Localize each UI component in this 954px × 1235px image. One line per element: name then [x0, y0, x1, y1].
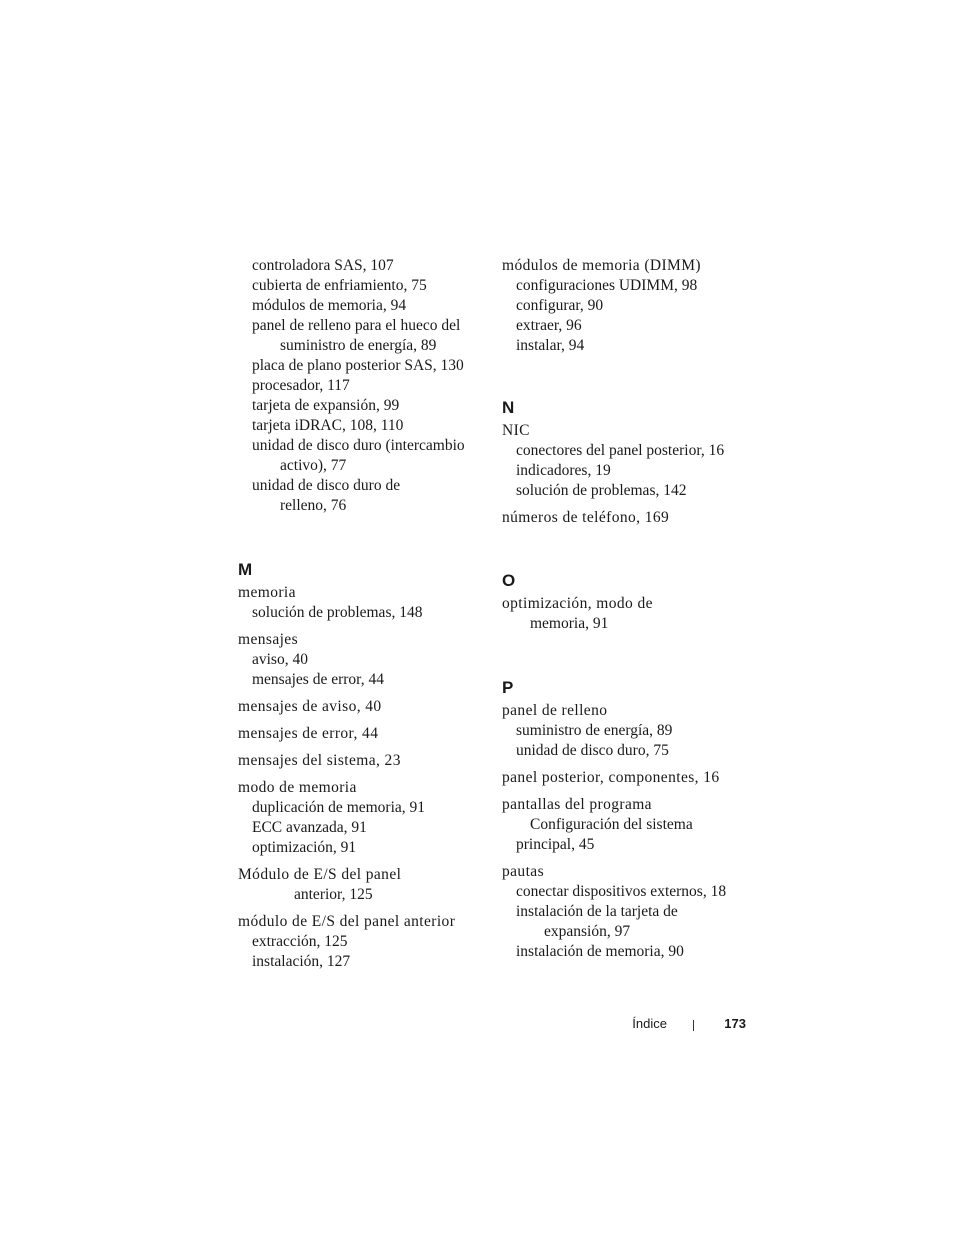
index-entry: mensajes del sistema, 23	[238, 752, 401, 769]
page-footer	[560, 1014, 746, 1034]
index-subentry: controladora SAS, 107	[252, 257, 394, 274]
index-entry: mensajes de error, 44	[238, 725, 379, 742]
index-entry: pantallas del programa	[502, 796, 652, 813]
index-subentry: configurar, 90	[516, 297, 604, 314]
index-continuation: suministro de energía, 89	[280, 337, 437, 354]
index-subentry: tarjeta de expansión, 99	[252, 397, 400, 414]
index-subentry: instalación, 127	[252, 953, 351, 970]
index-subentry: optimización, 91	[252, 839, 357, 856]
index-column-left	[238, 256, 488, 972]
index-subentry: instalar, 94	[516, 337, 585, 354]
index-subentry: instalación de memoria, 90	[516, 943, 684, 960]
index-entry: panel posterior, componentes, 16	[502, 769, 720, 786]
index-subentry: extracción, 125	[252, 933, 348, 950]
index-subentry: módulos de memoria, 94	[252, 297, 407, 314]
index-entry: Módulo de E/S del panel	[238, 866, 402, 883]
index-continuation: Configuración del sistema	[530, 816, 693, 833]
index-subentry: procesador, 117	[252, 377, 350, 394]
index-subentry: placa de plano posterior SAS, 130	[252, 357, 464, 374]
page-number: 173	[724, 1016, 746, 1031]
footer-section-label: Índice	[632, 1016, 667, 1031]
index-entry: pautas	[502, 863, 544, 880]
index-entry: módulo de E/S del panel anterior	[238, 913, 456, 930]
index-subentry: tarjeta iDRAC, 108, 110	[252, 417, 404, 434]
index-continuation: anterior, 125	[294, 886, 373, 903]
index-entry: optimización, modo de	[502, 595, 653, 612]
index-subentry: conectores del panel posterior, 16	[516, 442, 725, 459]
index-entry: números de teléfono, 169	[502, 509, 670, 526]
section-letter-n: N	[502, 398, 515, 417]
index-subentry: extraer, 96	[516, 317, 582, 334]
index-subentry: unidad de disco duro (intercambio	[252, 437, 465, 454]
index-subentry: unidad de disco duro, 75	[516, 742, 669, 759]
index-entry: panel de relleno	[502, 702, 608, 719]
index-subentry: solución de problemas, 148	[252, 604, 423, 621]
footer-divider	[693, 1020, 694, 1031]
section-letter-p: P	[502, 678, 514, 697]
index-subentry: duplicación de memoria, 91	[252, 799, 426, 816]
index-subentry: ECC avanzada, 91	[252, 819, 367, 836]
index-subentry: unidad de disco duro de	[252, 477, 401, 494]
index-subentry: cubierta de enfriamiento, 75	[252, 277, 427, 294]
index-continuation: relleno, 76	[280, 497, 347, 514]
index-subentry: principal, 45	[516, 836, 595, 853]
index-subentry: mensajes de error, 44	[252, 671, 384, 688]
section-letter-m: M	[238, 560, 253, 579]
index-subentry: aviso, 40	[252, 651, 308, 668]
index-subentry: configuraciones UDIMM, 98	[516, 277, 698, 294]
index-entry: NIC	[502, 422, 530, 439]
index-subentry: instalación de la tarjeta de	[516, 903, 678, 920]
index-entry: modo de memoria	[238, 779, 357, 796]
index-subentry: solución de problemas, 142	[516, 482, 687, 499]
index-entry: memoria	[238, 584, 296, 601]
index-subentry: panel de relleno para el hueco del	[252, 317, 461, 334]
index-continuation: expansión, 97	[544, 923, 631, 940]
index-column-right	[502, 256, 752, 962]
index-continuation: activo), 77	[280, 457, 347, 474]
index-entry: mensajes	[238, 631, 299, 648]
index-subentry: suministro de energía, 89	[516, 722, 673, 739]
index-subentry: conectar dispositivos externos, 18	[516, 883, 727, 900]
index-entry: módulos de memoria (DIMM)	[502, 257, 701, 274]
section-letter-o: O	[502, 571, 516, 590]
index-subentry: indicadores, 19	[516, 462, 611, 479]
index-continuation: memoria, 91	[530, 615, 609, 632]
index-entry: mensajes de aviso, 40	[238, 698, 382, 715]
